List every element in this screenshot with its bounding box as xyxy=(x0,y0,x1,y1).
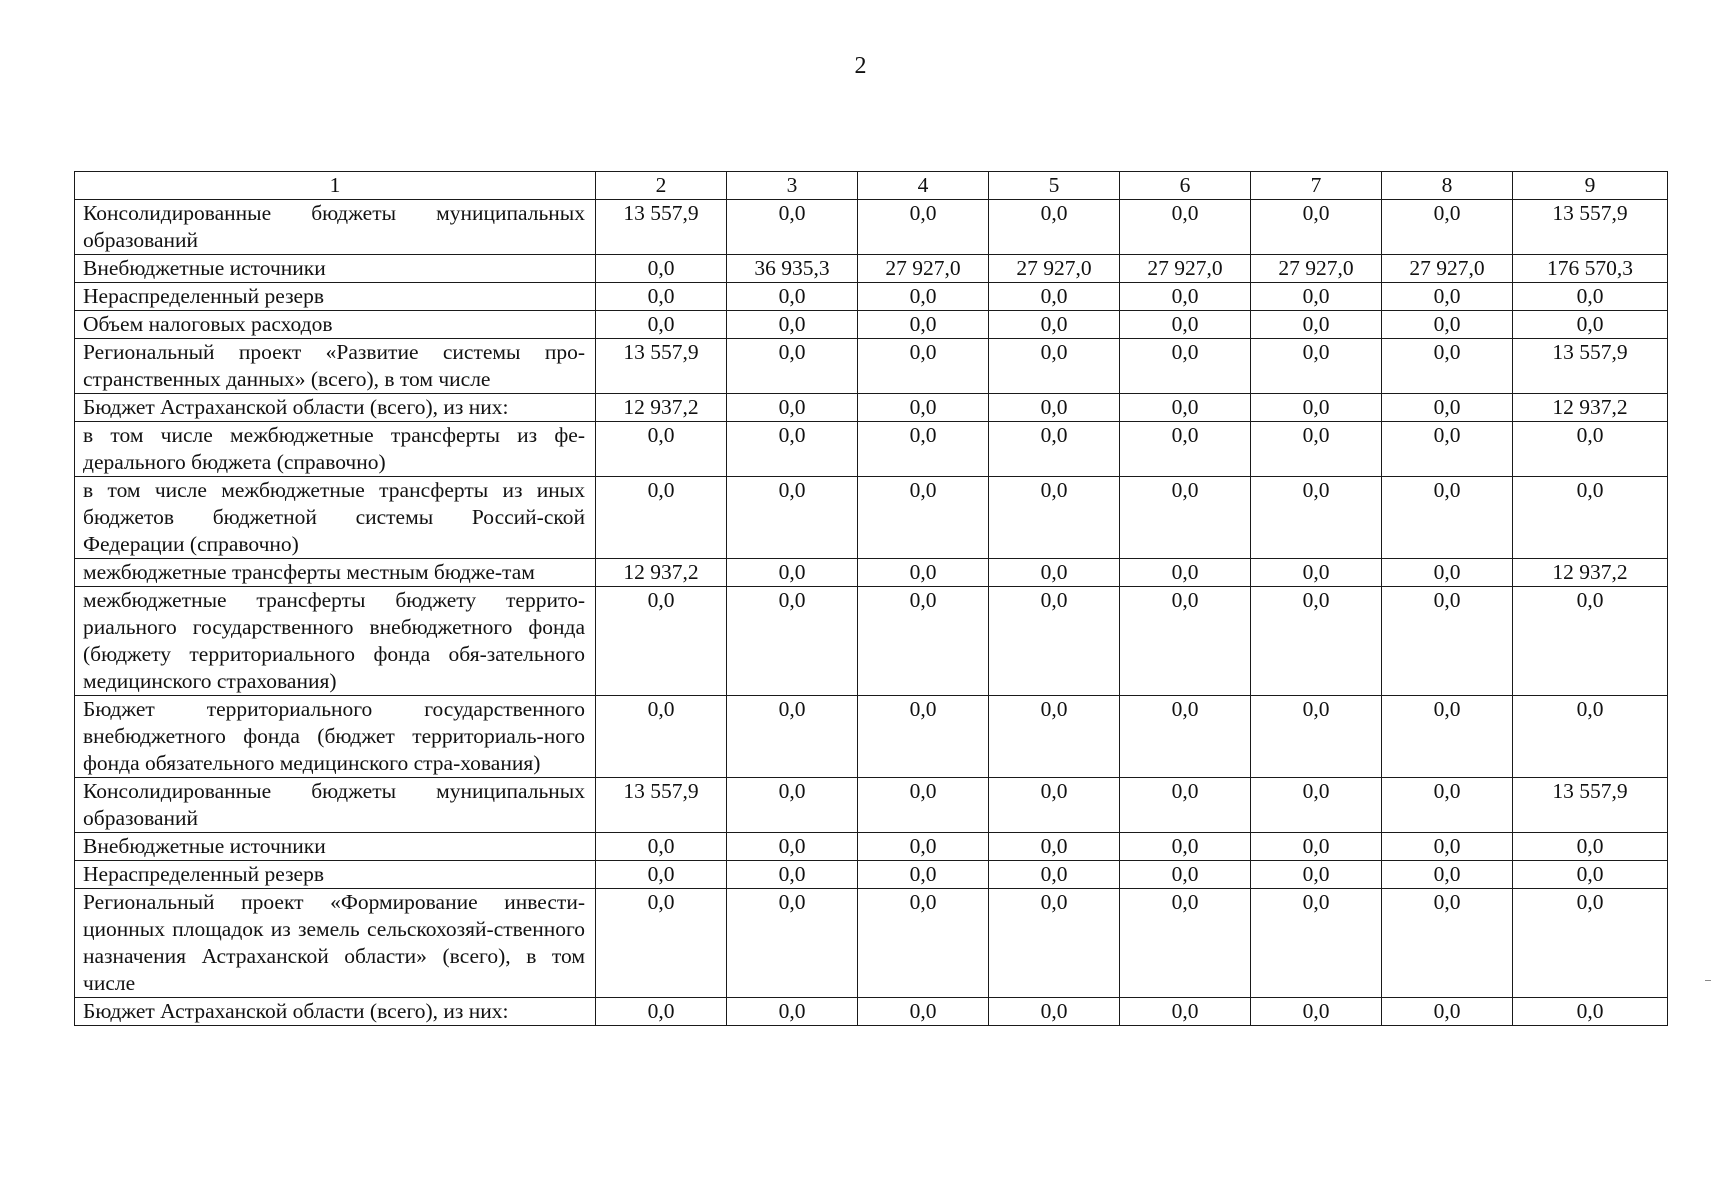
value-cell: 0,0 xyxy=(727,998,858,1026)
value-cell: 0,0 xyxy=(1382,394,1513,422)
value-cell: 0,0 xyxy=(727,889,858,998)
value-cell: 0,0 xyxy=(858,283,989,311)
value-cell: 0,0 xyxy=(1382,587,1513,696)
value-cell: 0,0 xyxy=(1251,311,1382,339)
row-label: Консолидированные бюджеты муниципальных образований xyxy=(75,778,596,833)
value-cell: 0,0 xyxy=(1382,861,1513,889)
header-cell: 3 xyxy=(727,172,858,200)
value-cell: 0,0 xyxy=(858,861,989,889)
value-cell: 0,0 xyxy=(858,422,989,477)
value-cell: 13 557,9 xyxy=(1513,200,1668,255)
value-cell: 0,0 xyxy=(1251,587,1382,696)
budget-table xyxy=(74,171,1668,1026)
value-cell: 0,0 xyxy=(858,889,989,998)
value-cell: 0,0 xyxy=(727,283,858,311)
value-cell: 0,0 xyxy=(858,998,989,1026)
table-row xyxy=(75,889,1668,998)
value-cell: 0,0 xyxy=(1382,889,1513,998)
value-cell: 27 927,0 xyxy=(989,255,1120,283)
value-cell: 0,0 xyxy=(989,778,1120,833)
value-cell: 0,0 xyxy=(727,477,858,559)
value-cell: 0,0 xyxy=(1120,200,1251,255)
value-cell: 12 937,2 xyxy=(596,394,727,422)
row-label: Региональный проект «Формирование инвести-ционных площадок из земель сельскохозяй-ственного назначения Астраханской области» (всего), в том числе xyxy=(75,889,596,998)
value-cell: 0,0 xyxy=(727,778,858,833)
value-cell: 0,0 xyxy=(1251,861,1382,889)
value-cell: 0,0 xyxy=(989,861,1120,889)
value-cell: 0,0 xyxy=(596,998,727,1026)
table-row xyxy=(75,311,1668,339)
value-cell: 0,0 xyxy=(1251,889,1382,998)
row-label: Нераспределенный резерв xyxy=(75,283,596,311)
table-row xyxy=(75,422,1668,477)
row-label: Региональный проект «Развитие системы про-странственных данных» (всего), в том числе xyxy=(75,339,596,394)
value-cell: 0,0 xyxy=(989,394,1120,422)
value-cell: 0,0 xyxy=(989,833,1120,861)
value-cell: 0,0 xyxy=(1251,477,1382,559)
row-label: Бюджет территориального государственного внебюджетного фонда (бюджет территориаль-ного фонда обязательного медицинского стра-хования) xyxy=(75,696,596,778)
value-cell: 0,0 xyxy=(1120,283,1251,311)
table-row xyxy=(75,778,1668,833)
value-cell: 0,0 xyxy=(1513,422,1668,477)
table-body xyxy=(75,200,1668,1026)
value-cell: 0,0 xyxy=(1251,778,1382,833)
table-row xyxy=(75,998,1668,1026)
value-cell: 0,0 xyxy=(989,422,1120,477)
table-row xyxy=(75,696,1668,778)
value-cell: 0,0 xyxy=(1382,477,1513,559)
value-cell: 0,0 xyxy=(989,559,1120,587)
value-cell: 0,0 xyxy=(727,587,858,696)
table-row xyxy=(75,477,1668,559)
header-row xyxy=(75,172,1668,200)
value-cell: 0,0 xyxy=(1120,587,1251,696)
value-cell: 0,0 xyxy=(1120,394,1251,422)
value-cell: 13 557,9 xyxy=(596,200,727,255)
value-cell: 0,0 xyxy=(989,696,1120,778)
header-cell: 4 xyxy=(858,172,989,200)
value-cell: 0,0 xyxy=(1120,477,1251,559)
value-cell: 0,0 xyxy=(1513,889,1668,998)
value-cell: 0,0 xyxy=(1251,998,1382,1026)
row-label: Консолидированные бюджеты муниципальных образований xyxy=(75,200,596,255)
value-cell: 0,0 xyxy=(1120,339,1251,394)
value-cell: 0,0 xyxy=(989,477,1120,559)
value-cell: 176 570,3 xyxy=(1513,255,1668,283)
value-cell: 0,0 xyxy=(858,394,989,422)
value-cell: 0,0 xyxy=(1120,696,1251,778)
value-cell: 0,0 xyxy=(989,889,1120,998)
header-cell: 2 xyxy=(596,172,727,200)
row-label: межбюджетные трансферты бюджету террито-риального государственного внебюджетного фонда (бюджету территориального фонда обя-зательного медицинского страхования) xyxy=(75,587,596,696)
value-cell: 0,0 xyxy=(1513,587,1668,696)
header-cell: 8 xyxy=(1382,172,1513,200)
value-cell: 0,0 xyxy=(989,283,1120,311)
value-cell: 0,0 xyxy=(1382,696,1513,778)
value-cell: 0,0 xyxy=(1382,778,1513,833)
table-header xyxy=(75,172,1668,200)
value-cell: 13 557,9 xyxy=(1513,778,1668,833)
header-cell: 6 xyxy=(1120,172,1251,200)
table-row xyxy=(75,861,1668,889)
table-row xyxy=(75,559,1668,587)
value-cell: 0,0 xyxy=(727,861,858,889)
table-row xyxy=(75,200,1668,255)
row-label: Бюджет Астраханской области (всего), из них: xyxy=(75,998,596,1026)
value-cell: 0,0 xyxy=(727,200,858,255)
value-cell: 0,0 xyxy=(989,998,1120,1026)
value-cell: 0,0 xyxy=(858,311,989,339)
value-cell: 0,0 xyxy=(596,283,727,311)
value-cell: 13 557,9 xyxy=(596,339,727,394)
value-cell: 0,0 xyxy=(596,477,727,559)
value-cell: 0,0 xyxy=(858,559,989,587)
row-label: Внебюджетные источники xyxy=(75,255,596,283)
value-cell: 0,0 xyxy=(989,311,1120,339)
value-cell: 0,0 xyxy=(989,587,1120,696)
value-cell: 0,0 xyxy=(727,394,858,422)
value-cell: 0,0 xyxy=(1513,696,1668,778)
value-cell: 0,0 xyxy=(596,311,727,339)
value-cell: 27 927,0 xyxy=(858,255,989,283)
value-cell: 0,0 xyxy=(1513,833,1668,861)
scan-edge-mark xyxy=(1705,980,1711,981)
value-cell: 0,0 xyxy=(1251,394,1382,422)
value-cell: 12 937,2 xyxy=(596,559,727,587)
table-row xyxy=(75,339,1668,394)
page-number: 2 xyxy=(854,53,867,79)
value-cell: 0,0 xyxy=(1251,339,1382,394)
value-cell: 0,0 xyxy=(1120,311,1251,339)
value-cell: 0,0 xyxy=(1251,200,1382,255)
row-label: Бюджет Астраханской области (всего), из них: xyxy=(75,394,596,422)
value-cell: 0,0 xyxy=(1513,283,1668,311)
value-cell: 0,0 xyxy=(858,477,989,559)
row-label: в том числе межбюджетные трансферты из фе-дерального бюджета (справочно) xyxy=(75,422,596,477)
header-cell: 7 xyxy=(1251,172,1382,200)
value-cell: 0,0 xyxy=(596,861,727,889)
table-row xyxy=(75,833,1668,861)
value-cell: 0,0 xyxy=(596,889,727,998)
value-cell: 0,0 xyxy=(858,833,989,861)
row-label: Объем налоговых расходов xyxy=(75,311,596,339)
value-cell: 0,0 xyxy=(1120,833,1251,861)
value-cell: 0,0 xyxy=(1251,833,1382,861)
row-label: в том числе межбюджетные трансферты из иных бюджетов бюджетной системы Россий-ской Федерации (справочно) xyxy=(75,477,596,559)
value-cell: 0,0 xyxy=(1382,200,1513,255)
table-row xyxy=(75,283,1668,311)
value-cell: 0,0 xyxy=(1120,778,1251,833)
value-cell: 0,0 xyxy=(989,200,1120,255)
value-cell: 0,0 xyxy=(727,696,858,778)
value-cell: 0,0 xyxy=(1382,998,1513,1026)
value-cell: 0,0 xyxy=(596,587,727,696)
value-cell: 0,0 xyxy=(858,778,989,833)
value-cell: 0,0 xyxy=(1382,833,1513,861)
value-cell: 0,0 xyxy=(1120,861,1251,889)
value-cell: 0,0 xyxy=(727,559,858,587)
value-cell: 12 937,2 xyxy=(1513,559,1668,587)
value-cell: 0,0 xyxy=(596,255,727,283)
value-cell: 0,0 xyxy=(727,311,858,339)
row-label: Нераспределенный резерв xyxy=(75,861,596,889)
value-cell: 0,0 xyxy=(1251,696,1382,778)
value-cell: 0,0 xyxy=(596,833,727,861)
value-cell: 0,0 xyxy=(1120,422,1251,477)
value-cell: 0,0 xyxy=(1120,559,1251,587)
value-cell: 13 557,9 xyxy=(1513,339,1668,394)
header-cell: 9 xyxy=(1513,172,1668,200)
value-cell: 0,0 xyxy=(1513,477,1668,559)
value-cell: 27 927,0 xyxy=(1382,255,1513,283)
value-cell: 0,0 xyxy=(1382,559,1513,587)
value-cell: 27 927,0 xyxy=(1251,255,1382,283)
value-cell: 0,0 xyxy=(1382,339,1513,394)
table-row xyxy=(75,255,1668,283)
table-row xyxy=(75,587,1668,696)
value-cell: 12 937,2 xyxy=(1513,394,1668,422)
header-cell: 5 xyxy=(989,172,1120,200)
table-row xyxy=(75,394,1668,422)
value-cell: 0,0 xyxy=(1382,422,1513,477)
value-cell: 0,0 xyxy=(1513,311,1668,339)
value-cell: 0,0 xyxy=(1251,422,1382,477)
value-cell: 0,0 xyxy=(858,587,989,696)
value-cell: 0,0 xyxy=(858,200,989,255)
value-cell: 0,0 xyxy=(858,339,989,394)
value-cell: 0,0 xyxy=(1251,283,1382,311)
value-cell: 0,0 xyxy=(989,339,1120,394)
value-cell: 0,0 xyxy=(858,696,989,778)
value-cell: 0,0 xyxy=(1513,998,1668,1026)
row-label: Внебюджетные источники xyxy=(75,833,596,861)
value-cell: 0,0 xyxy=(1382,311,1513,339)
header-cell: 1 xyxy=(75,172,596,200)
value-cell: 0,0 xyxy=(1513,861,1668,889)
value-cell: 27 927,0 xyxy=(1120,255,1251,283)
value-cell: 0,0 xyxy=(1120,998,1251,1026)
value-cell: 0,0 xyxy=(727,833,858,861)
value-cell: 0,0 xyxy=(1382,283,1513,311)
value-cell: 0,0 xyxy=(596,696,727,778)
value-cell: 0,0 xyxy=(1251,559,1382,587)
value-cell: 13 557,9 xyxy=(596,778,727,833)
value-cell: 0,0 xyxy=(727,339,858,394)
row-label: межбюджетные трансферты местным бюдже-там xyxy=(75,559,596,587)
value-cell: 0,0 xyxy=(596,422,727,477)
value-cell: 36 935,3 xyxy=(727,255,858,283)
value-cell: 0,0 xyxy=(727,422,858,477)
value-cell: 0,0 xyxy=(1120,889,1251,998)
